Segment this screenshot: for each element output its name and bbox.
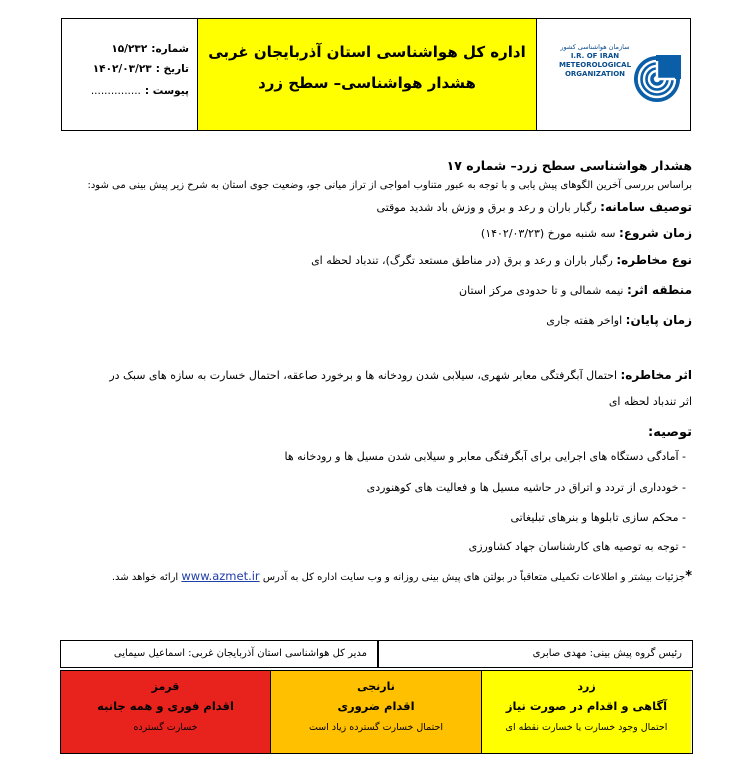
level-yellow: زرد آگاهی و اقدام در صورت نیاز احتمال وجود خسارت یا خسارت نقطه ای: [482, 671, 691, 753]
start-time: زمان شروع: سه شنبه مورخ (۱۴۰۲/۰۳/۲۳): [480, 226, 692, 240]
advice-heading: توصیه:: [648, 425, 692, 440]
logo-text: سازمان هواشناسی کشور I.R. OF IRAN METEOROLOGICAL ORGANIZATION: [558, 43, 632, 78]
page-subtitle: هشدار هواشناسی– سطح زرد: [258, 74, 476, 92]
warning-body: [62, 0, 692, 640]
letter-date: تاریخ :۱۴۰۲/۰۳/۲۳: [92, 63, 189, 75]
footnote: *جزئیات بیشتر و اطلاعات تکمیلی متعاقباً در بولتن های پیش بینی روزانه و وب سایت اداره کل به آدرس www.azmet.ir ارائه خواهد شد.: [111, 569, 692, 584]
level-orange: نارنجی اقدام ضروری احتمال خسارت گسترده زیاد است: [271, 671, 482, 753]
advice-item: - توجه به توصیه های کارشناسان جهاد کشاورزی: [468, 540, 686, 553]
warning-heading: هشدار هواشناسی سطح زرد– شماره ۱۷: [446, 158, 692, 173]
advice-item: - آمادگی دستگاه های اجرایی برای آبگرفتگی معابر و سیلابی شدن مسیل ها و رودخانه ها: [284, 450, 686, 463]
warning-levels-legend: [60, 670, 693, 754]
end-time: زمان پایان: اواخر هفته جاری: [546, 313, 692, 327]
letter-attachment: پیوست :...............: [90, 85, 189, 97]
letter-number: شماره:۱۵/۲۳۲: [111, 43, 189, 55]
signature-divider: [377, 641, 379, 667]
system-description: توصیف سامانه: رگبار باران و رعد و برق و وزش باد شدید موقتی: [376, 200, 692, 214]
page-title: اداره کل هواشناسی استان آذربایجان غربی: [208, 43, 526, 61]
hazard-effect: اثر مخاطره: احتمال آبگرفتگی معابر شهری، سیلابی شدن رودخانه ها و برخورد صاعقه، احتمال خسارت به سازه های سبک در: [109, 368, 692, 382]
level-red: قرمز اقدام فوری و همه جانبه خسارت گسترده: [61, 671, 271, 753]
forecaster-signature: رئیس گروه پیش بینی: مهدی صابری: [532, 648, 682, 659]
hazard-type: نوع مخاطره: رگبار باران و رعد و برق (در مناطق مستعد تگرگ)، تندباد لحظه ای: [311, 253, 692, 267]
hazard-effect-continued: اثر تندباد لحظه ای: [608, 395, 692, 408]
website-link[interactable]: www.azmet.ir: [181, 569, 260, 583]
director-signature: مدیر کل هواشناسی استان آذربایجان غربی: اسماعیل سیمایی: [113, 648, 367, 659]
affected-area: منطقه اثر: نیمه شمالی و تا حدودی مرکز استان: [459, 283, 692, 297]
warning-intro: براساس بررسی آخرین الگوهای پیش یابی و با توجه به عبور متناوب امواجی از تراز میانی جو، وضعیت جوی استان به شرح زیر پیش بینی می شود:: [87, 180, 692, 191]
advice-item: - محکم سازی تابلوها و بنرهای تبلیغاتی: [510, 511, 686, 524]
signature-row: [60, 640, 693, 668]
advice-item: - خودداری از تردد و اتراق در حاشیه مسیل ها و فعالیت های کوهنوردی: [366, 481, 686, 494]
